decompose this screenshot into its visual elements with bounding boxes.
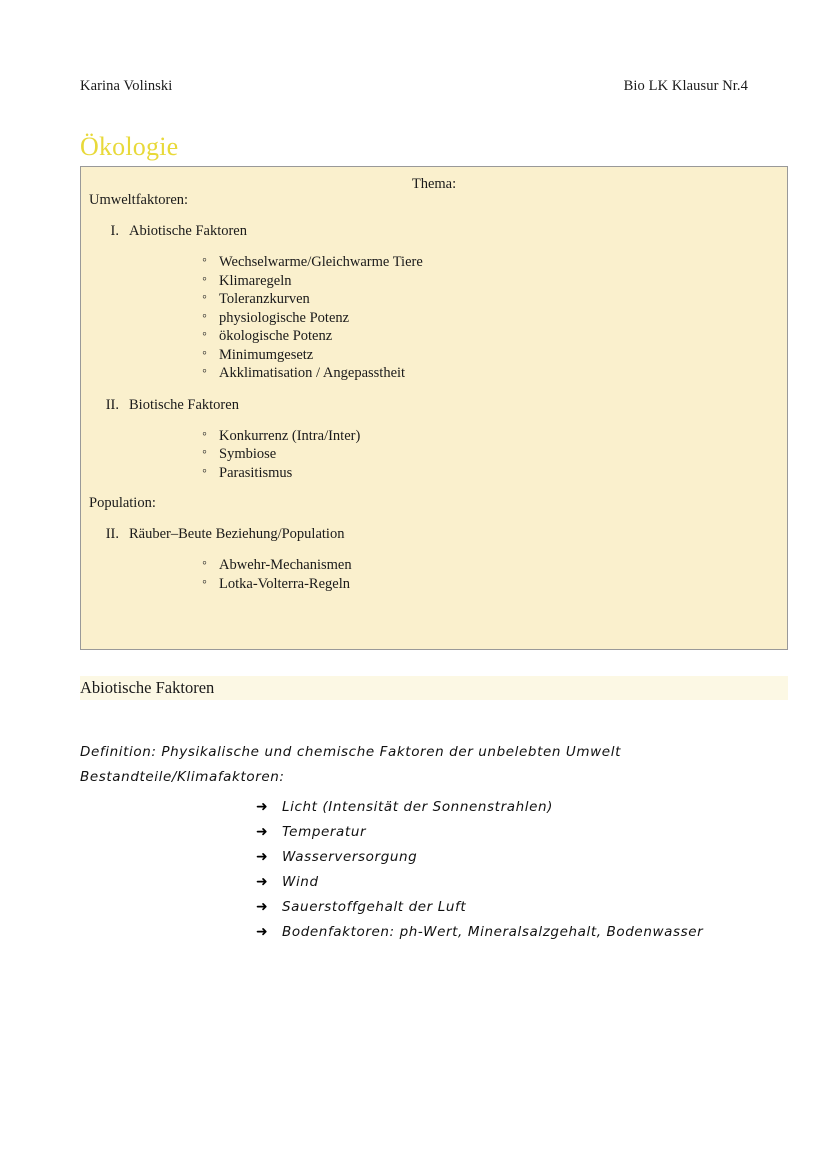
- list-item: ➜ Wasserversorgung: [80, 845, 780, 870]
- list-item: ➜ Bodenfaktoren: ph-Wert, Mineralsalzgehalt, Bodenwasser: [80, 920, 780, 945]
- toc-section: [85, 526, 787, 593]
- table-of-contents-box: [80, 166, 788, 650]
- spacer: [85, 482, 787, 494]
- list-item: ◦ Lotka-Volterra-Regeln: [85, 575, 787, 594]
- toc-section-title: Abiotische Faktoren: [129, 223, 247, 239]
- toc-intro-label: Umweltfaktoren:: [89, 192, 189, 208]
- page-title: Ökologie: [80, 132, 179, 162]
- list-item: ◦ Symbiose: [85, 445, 787, 464]
- toc-section-numeral: II.: [105, 396, 119, 413]
- page-header: [80, 78, 748, 95]
- toc-population-section-list: [85, 526, 787, 593]
- toc-subitem-list: [85, 253, 787, 383]
- list-item: ◦ Toleranzkurven: [85, 290, 787, 309]
- toc-section-numeral: I.: [110, 223, 119, 239]
- toc-subitem-list: [85, 427, 787, 483]
- toc-population-label: Population:: [89, 495, 156, 511]
- toc-section-heading: [85, 397, 787, 414]
- list-item: ◦ Abwehr-Mechanismen: [85, 556, 787, 575]
- list-item: ◦ physiologische Potenz: [85, 309, 787, 328]
- list-item: ➜ Temperatur: [80, 820, 780, 845]
- list-item: ◦ ökologische Potenz: [85, 327, 787, 346]
- toc-content: [81, 192, 787, 593]
- list-item: ➜ Licht (Intensität der Sonnenstrahlen): [80, 795, 780, 820]
- list-item: ◦ Parasitismus: [85, 464, 787, 483]
- list-item: ◦ Minimumgesetz: [85, 346, 787, 365]
- toc-section-numeral: II.: [105, 526, 119, 542]
- components-label: Bestandteile/Klimafaktoren:: [80, 769, 285, 785]
- toc-section-heading: [85, 223, 787, 240]
- toc-section: [85, 397, 787, 495]
- exam-label: Bio LK Klausur Nr.4: [623, 78, 748, 94]
- toc-section-heading: [85, 526, 787, 543]
- section-body: [80, 744, 780, 945]
- list-item: ➜ Wind: [80, 870, 780, 895]
- author-name: Karina Volinski: [80, 78, 173, 94]
- toc-section-title: Räuber–Beute Beziehung/Population: [129, 526, 345, 542]
- toc-section: [85, 223, 787, 395]
- list-item: ➜ Sauerstoffgehalt der Luft: [80, 895, 780, 920]
- toc-section-title: Biotische Faktoren: [129, 396, 239, 413]
- list-item: ◦ Klimaregeln: [85, 272, 787, 291]
- toc-section-list: [85, 223, 787, 494]
- toc-thema-label: Thema:: [411, 176, 457, 192]
- factor-list: [80, 795, 780, 945]
- list-item: ◦ Konkurrenz (Intra/Inter): [85, 427, 787, 446]
- list-item: ◦ Akklimatisation / Angepasstheit: [85, 364, 787, 383]
- definition-line: Definition: Physikalische und chemische Faktoren der unbelebten Umwelt: [80, 744, 621, 760]
- list-item: ◦ Wechselwarme/Gleichwarme Tiere: [85, 253, 787, 272]
- spacer: [85, 383, 787, 395]
- section-heading: Abiotische Faktoren: [80, 676, 788, 700]
- toc-subitem-list: [85, 556, 787, 593]
